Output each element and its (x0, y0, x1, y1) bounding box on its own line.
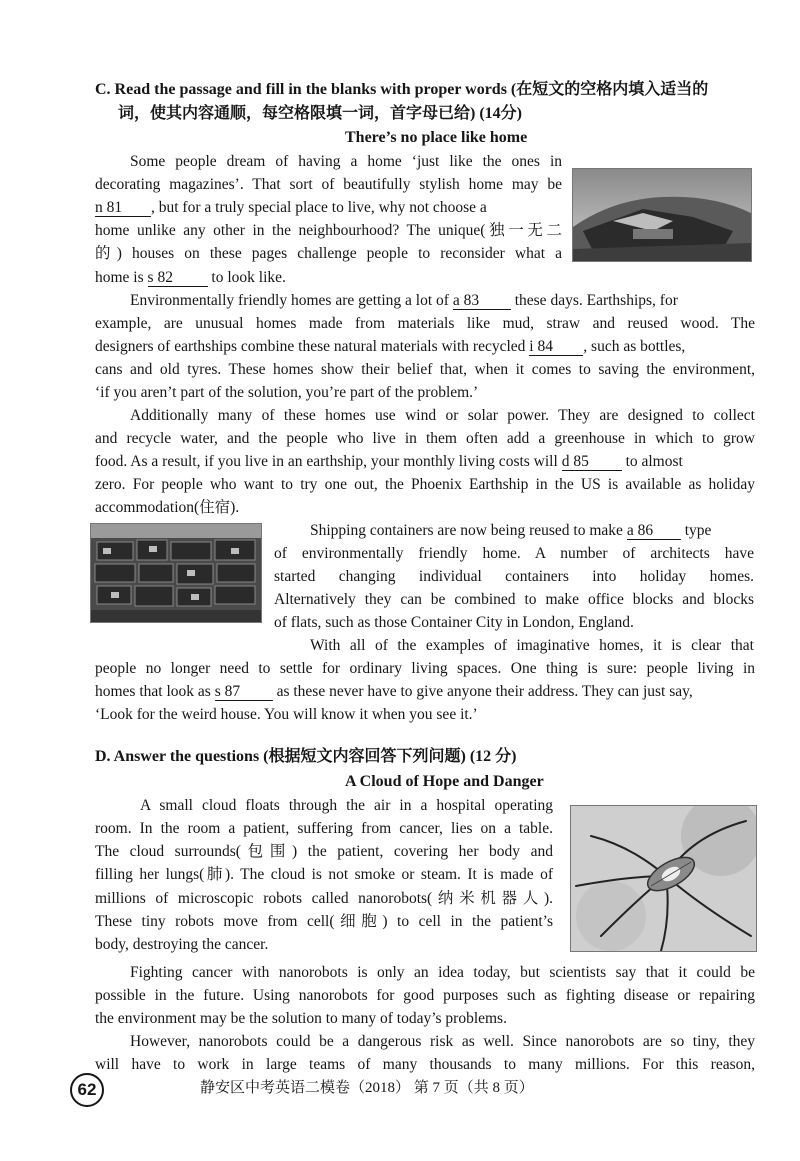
text-line: and recycle water, and the people who live in them often add a greenhouse in which to grow (95, 430, 755, 447)
passage-c-title: There’s no place like home (345, 129, 528, 146)
container-city-photo (90, 523, 262, 623)
text-line: 的) houses on these pages challenge people to reconsider what a (95, 245, 562, 262)
text-span: to look like. (211, 269, 286, 286)
page-footer: 静安区中考英语二模卷（2018） 第 7 页（共 8 页） (200, 1080, 534, 1096)
text-line: people no longer need to settle for ordinary living spaces. One thing is sure: people living in (95, 660, 755, 677)
text-line: ‘if you aren’t part of the solution, you’re part of the problem.’ (95, 384, 479, 401)
text-line: Alternatively they can be combined to make office blocks and blocks (274, 591, 754, 608)
text-line: accommodation(住宿). (95, 499, 240, 516)
text-line: will have to work in large teams of many thousands to many millions. For this reason, (95, 1056, 755, 1073)
blank-81: n 81 (95, 199, 151, 217)
text-line: With all of the examples of imaginative homes, it is clear that (310, 637, 754, 654)
text-line: However, nanorobots could be a dangerous risk as well. Since nanorobots are so tiny, they (130, 1033, 755, 1050)
text-span: as these never have to give anyone their address. They can just say, (276, 683, 693, 700)
text-span: these days. Earthships, for (514, 292, 678, 309)
text-line: The cloud surrounds(包围) the patient, covering her body and (95, 843, 553, 860)
blank-85: d 85 (562, 453, 622, 471)
text-span: home is (95, 269, 144, 286)
text-span: homes that look as (95, 683, 211, 700)
text-span: , such as bottles, (583, 338, 686, 355)
text-line (130, 289, 678, 312)
blank-84: i 84 (529, 338, 583, 356)
text-line (310, 519, 711, 542)
text-line: example, are unusual homes made from materials like mud, straw and reused wood. The (95, 315, 755, 332)
text-span: , but for a truly special place to live, why not choose a (151, 199, 487, 216)
text-line (95, 196, 562, 219)
passage-d-title: A Cloud of Hope and Danger (345, 773, 544, 790)
text-line: the environment may be the solution to many of today’s problems. (95, 1010, 507, 1027)
section-c-heading-cont: 词，使其内容通顺，每空格限填一词，首字母已给) (14分) (118, 105, 522, 122)
text-line: body, destroying the cancer. (95, 936, 269, 953)
earthship-photo (572, 168, 752, 262)
text-line: of flats, such as those Container City in London, England. (274, 614, 634, 631)
section-d-heading: D. Answer the questions (根据短文内容回答下列问题) (12 分) (95, 748, 517, 765)
text-line: A small cloud floats through the air in a hospital operating (140, 797, 553, 814)
text-line: started changing individual containers into holiday homes. (274, 568, 754, 585)
text-line: decorating magazines’. That sort of beautifully stylish home may be (95, 176, 562, 193)
text-span: designers of earthships combine these natural materials with recycled (95, 338, 526, 355)
text-line: room. In the room a patient, suffering from cancer, lies on a table. (95, 820, 553, 837)
nanorobot-photo (570, 805, 757, 952)
text-line (95, 335, 685, 358)
text-line: Additionally many of these homes use wind or solar power. They are designed to collect (130, 407, 755, 424)
text-span: Environmentally friendly homes are getting a lot of (130, 292, 449, 309)
text-span: Shipping containers are now being reused to make (310, 522, 623, 539)
text-line: millions of microscopic robots called nanorobots(纳米机器人). (95, 890, 553, 907)
text-line: home unlike any other in the neighbourhood? The unique(独一无二 (95, 222, 562, 239)
text-line (95, 680, 693, 703)
text-line: Some people dream of having a home ‘just like the ones in (130, 153, 562, 170)
text-line: Fighting cancer with nanorobots is only an idea today, but scientists say that it could be (130, 964, 755, 981)
text-line: of environmentally friendly home. A number of architects have (274, 545, 754, 562)
text-line: ‘Look for the weird house. You will know it when you see it.’ (95, 706, 478, 723)
text-line: cans and old tyres. These homes show their belief that, when it comes to saving the environment, (95, 361, 755, 378)
text-line (95, 266, 286, 289)
text-line: These tiny robots move from cell(细胞) to cell in the patient’s (95, 913, 553, 930)
text-span: to almost (625, 453, 683, 470)
blank-87: s 87 (215, 683, 273, 701)
blank-83: a 83 (453, 292, 511, 310)
blank-82: s 82 (148, 269, 208, 287)
text-line: possible in the future. Using nanorobots for good purposes such as fighting disease or repairing (95, 987, 755, 1004)
page-number-badge: 62 (70, 1073, 104, 1107)
section-c-heading: C. Read the passage and fill in the blanks with proper words (在短文的空格内填入适当的 (95, 81, 709, 98)
text-span: food. As a result, if you live in an earthship, your monthly living costs will (95, 453, 558, 470)
text-span: type (684, 522, 712, 539)
text-line: zero. For people who want to try one out, the Phoenix Earthship in the US is available as holiday (95, 476, 755, 493)
text-line (95, 450, 683, 473)
blank-86: a 86 (627, 522, 681, 540)
text-line: filling her lungs(肺). The cloud is not smoke or steam. It is made of (95, 866, 553, 883)
